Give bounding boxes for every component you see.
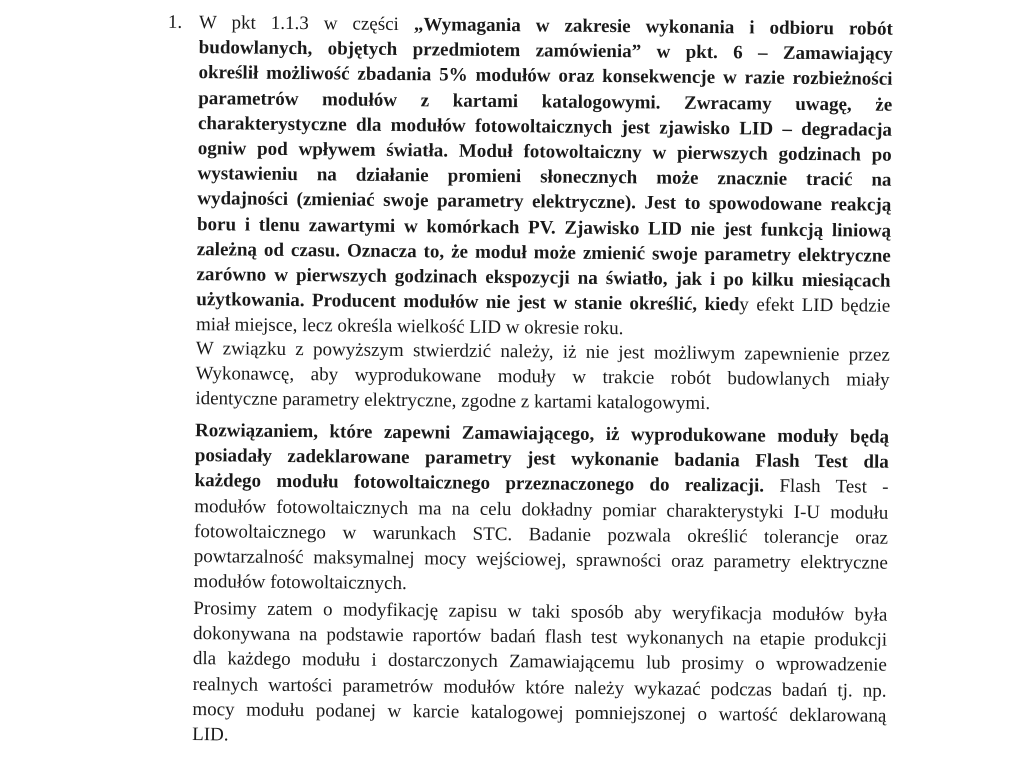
text-run: boru i tlenu zawartymi w komórkach PV. Zjawisko LID nie jest funkcją liniową [196,213,892,242]
paragraph-1-line [198,62,892,91]
text-run: ogniw pod wpływem światła. Moduł fotowoltaiczny w pierwszych godzinach po [197,138,892,166]
text-run: wystawieniu na działanie promieni słonecznych może znacznie tracić na [197,163,892,191]
text-run: określił możliwość zbadania 5% modułów oraz konsekwencje w razie rozbieżności [198,62,893,91]
text-run: posiadały zadeklarowane parametry jest wykonanie badania Flash Test dla [194,445,889,473]
text-run: modułów fotowoltaicznych. [193,571,407,595]
text-run: identyczne parametry elektryczne, zgodne z kartami katalogowymi. [195,388,711,415]
text-run: Rozwiązaniem, które zapewni Zamawiającego, iż wyprodukowane moduły będą [194,420,890,448]
text-run: Wykonawcę, aby wyprodukowane moduły w trakcie robót budowlanych miały [195,363,890,391]
paragraph-1-line [196,289,890,318]
text-run: objętych przedmiotem zamówienia” w pkt. 6 – Zamawiający [327,38,893,65]
paragraph-1-line [196,264,890,293]
paragraph-2-line [196,338,890,367]
text-run: dla każdego modułu i dostarczonych Zamawiającemu lub prosimy o wprowadzenie [192,648,887,677]
paragraph-1-line [197,214,891,243]
paragraph-3-line [194,470,888,499]
paragraph-3-line [195,445,889,474]
text-run: „Wymagania w zakresie wykonania i odbioru robót [413,14,894,40]
paragraph-4-line [193,674,887,703]
text-run: modułów fotowoltaicznych ma na celu dokładny pomiar charakterystyki I-U modułu [194,495,889,524]
paragraph-1-line [198,88,892,117]
paragraph-4-line [193,598,887,627]
text-run: zależną od czasu. Oznacza to, że moduł może zmienić swoje parametry elektryczne [196,238,891,267]
paragraph-2-line [195,363,889,392]
paragraph-1-line [197,188,891,217]
text-run: Flash Test - [763,475,889,499]
paragraph-1-line [198,113,892,142]
paragraph-4-line [192,699,886,728]
text-run: LID. [192,724,229,746]
paragraph-3-line [194,496,888,525]
text-run: użytkowania. Producent modułów nie jest w stanie określić, kied [196,289,740,316]
text-run: mocy modułu podanej w karcie katalogowej pomniejszonej o wartość deklarowaną [192,698,887,727]
paragraph-3-line [194,521,888,550]
text-run: wydajności (zmieniać swoje parametry elektryczne). Jest to spowodowane reakcją [197,188,892,217]
text-run: dokonywana na podstawie raportów badań flash test wykonanych na etapie produkcji [193,623,888,651]
text-run: powtarzalność maksymalnej mocy wejściowej, sprawności oraz parametry elektryczne [193,546,888,574]
paragraph-3-line [193,571,887,600]
text-run: W pkt 1.1.3 w części [198,12,414,36]
text-run: Prosimy zatem o modyfikację zapisu w taki sposób aby weryfikacja modułów była [193,598,888,626]
paragraph-4-line [193,648,887,677]
text-run: parametrów modułów z kartami katalogowymi. Zwracamy uwagę, że [198,87,893,116]
text-run: charakterystyczne dla modułów fotowoltaicznych jest zjawisko LID – degradacja [197,112,893,141]
text-run: realnych wartości parametrów modułów które należy wykazać podczas badań tj. np. [192,673,887,702]
paragraph-4-line [193,623,887,652]
text-run: budowlanych, [198,37,328,60]
paragraph-1-line [199,12,893,41]
paragraph-1-line [197,239,891,268]
item-number: 1. [167,11,183,33]
text-run: miał miejsce, lecz określa wielkość LID w okresie roku. [195,314,624,340]
text-run: W związku z powyższym stwierdzić należy, iż nie jest możliwym zapewnienie przez [195,338,890,366]
text-run: zarówno w pierwszych godzinach ekspozycji na światło, jak i po kilku miesiącach [196,264,891,292]
text-run: y efekt LID będzie [739,294,891,317]
paragraph-3-line [195,420,889,449]
paragraph-4-line [192,724,886,753]
paragraph-1-line [199,37,893,66]
text-run: fotowoltaicznego w warunkach STC. Badanie pozwala określić tolerancje oraz [193,520,889,549]
paragraph-1-line [198,138,892,167]
paragraph-1-line [197,163,891,192]
paragraph-3-line [194,546,888,575]
text-run: każdego modułu fotowoltaicznego przeznaczonego do realizacji. [194,470,765,497]
paragraph-2-line [195,388,889,417]
